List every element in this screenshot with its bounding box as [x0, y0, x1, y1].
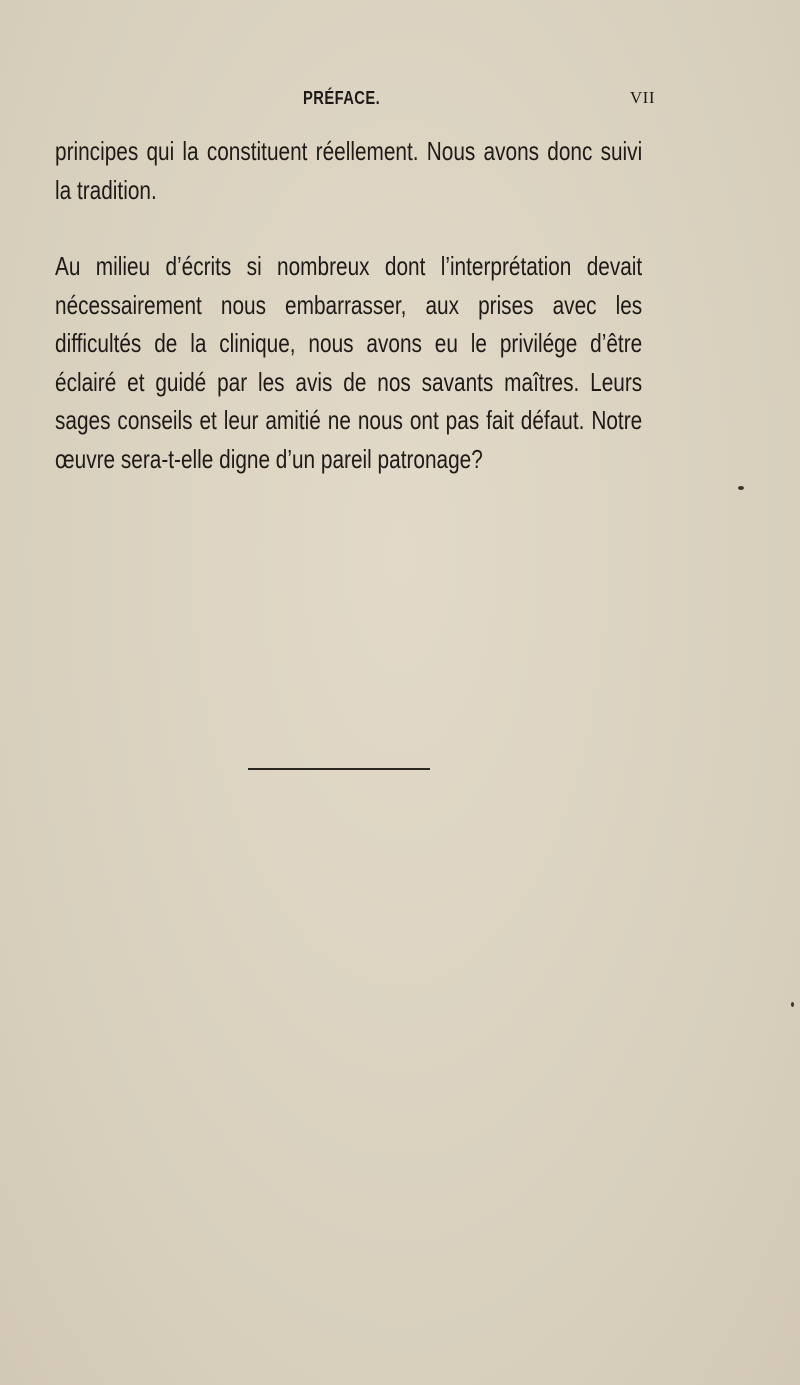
paragraph-1: principes qui la constituent réellement. Nous avons donc suivi la tradition.: [55, 136, 643, 205]
body-text: [55, 132, 642, 478]
running-title: PRÉFACE.: [303, 88, 381, 108]
ink-speck: [738, 486, 744, 490]
section-rule: [248, 768, 430, 770]
paragraph-2: Au milieu d’écrits si nombreux dont l’interprétation devait nécessairement nous embarrasser, aux prises avec les difficultés de la clinique, nous avons eu le privilége d’être éclairé et guidé par les avis de nos savants maîtres. Leurs sages conseils et leur amitié ne nous ont pas fait défaut. Notre œuvre sera-t-elle digne d’un pareil patronage?: [55, 251, 643, 474]
running-head: [55, 88, 655, 114]
page-number: VII: [629, 88, 655, 107]
ink-speck: [791, 1002, 794, 1007]
